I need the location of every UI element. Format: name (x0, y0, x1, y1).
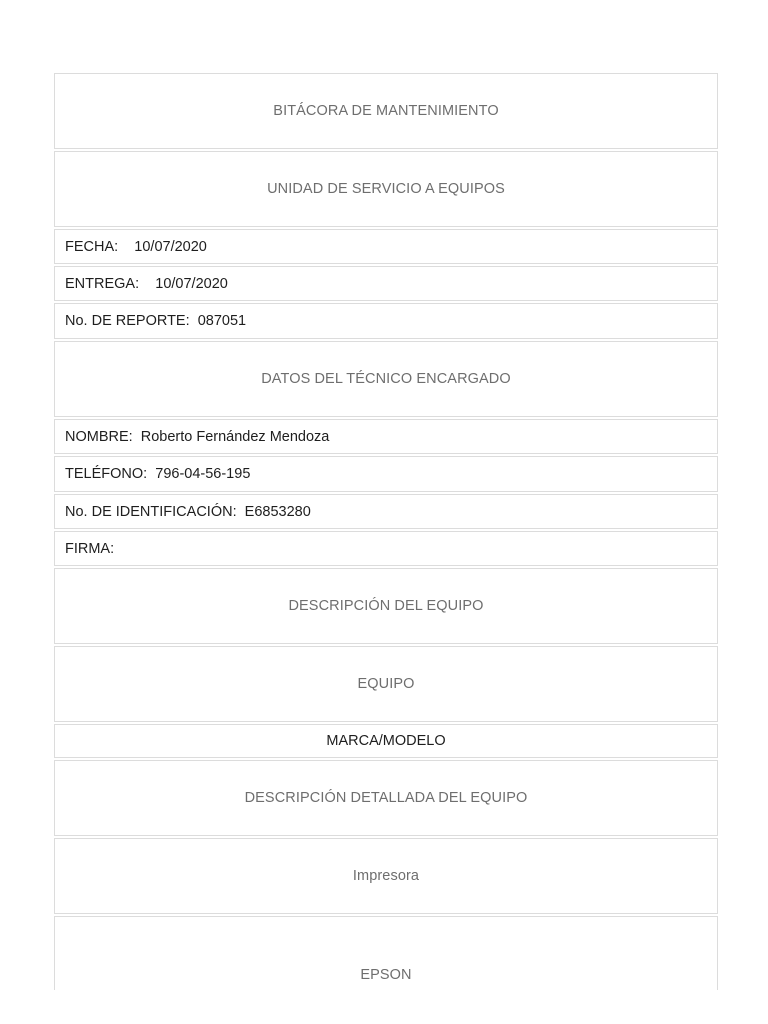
equipment-value: Impresora (352, 868, 420, 884)
equipment-header-row (54, 646, 718, 722)
fecha-row (54, 229, 718, 264)
fecha-label: FECHA: (65, 238, 119, 255)
technician-section-title: DATOS DEL TÉCNICO ENCARGADO (261, 371, 511, 387)
service-unit-row (54, 151, 718, 227)
equipment-section-row (54, 568, 718, 644)
technician-name-label: NOMBRE: (65, 428, 133, 445)
brand-model-header: MARCA/MODELO (326, 733, 446, 749)
brand-value: EPSON (360, 967, 412, 983)
equipment-section-title: DESCRIPCIÓN DEL EQUIPO (288, 598, 484, 614)
technician-section-row (54, 341, 718, 417)
technician-phone-value: 796-04-56-195 (155, 466, 251, 482)
form-title-row (54, 73, 718, 149)
technician-name-value: Roberto Fernández Mendoza (140, 428, 330, 445)
entrega-label: ENTREGA: (65, 275, 140, 292)
equipment-header: EQUIPO (357, 676, 415, 692)
brand-value-row (54, 916, 718, 990)
detail-header: DESCRIPCIÓN DETALLADA DEL EQUIPO (244, 790, 528, 806)
equipment-value-row (54, 838, 718, 914)
form-title: BITÁCORA DE MANTENIMIENTO (273, 103, 499, 119)
signature-row (54, 531, 718, 566)
entrega-row (54, 266, 718, 301)
technician-phone-row (54, 456, 718, 492)
maintenance-log-form (54, 73, 718, 990)
technician-phone-label: TELÉFONO: (65, 466, 148, 482)
fecha-value: 10/07/2020 (134, 238, 207, 255)
report-number-value: 087051 (197, 313, 247, 329)
report-number-label: No. DE REPORTE: (65, 313, 190, 329)
service-unit-title: UNIDAD DE SERVICIO A EQUIPOS (267, 181, 505, 197)
entrega-value: 10/07/2020 (155, 275, 228, 292)
brand-model-header-row (54, 724, 718, 758)
report-number-row (54, 303, 718, 339)
technician-id-label: No. DE IDENTIFICACIÓN: (65, 503, 237, 520)
technician-id-value: E6853280 (244, 503, 311, 520)
technician-name-row (54, 419, 718, 454)
signature-label: FIRMA: (65, 540, 115, 557)
technician-id-row (54, 494, 718, 529)
detail-header-row (54, 760, 718, 836)
